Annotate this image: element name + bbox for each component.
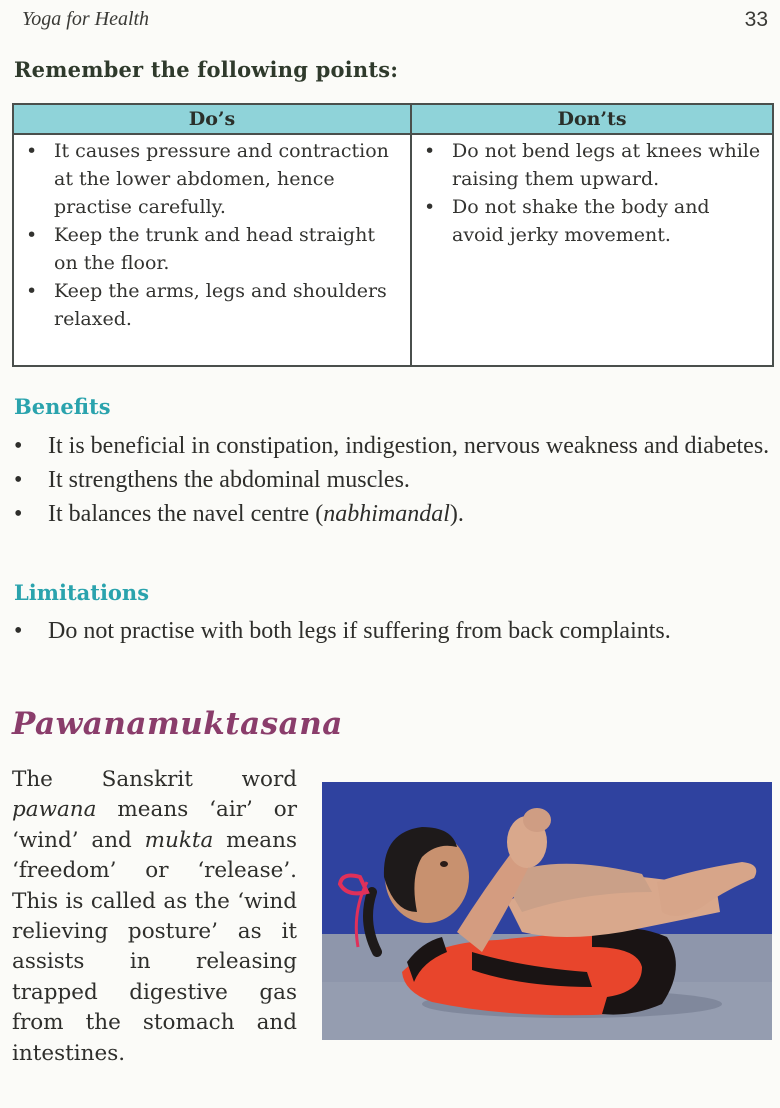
limitations-heading: Limitations — [14, 580, 150, 605]
benefit-item: • It is beneficial in constipation, indigestion, nervous weakness and diabetes. — [14, 431, 772, 462]
benefit-term: nabhimandal — [323, 501, 450, 527]
dos-item: • Keep the arms, legs and shoulders relaxed. — [24, 277, 402, 333]
intro-term: mukta — [144, 827, 214, 853]
asana-intro — [12, 765, 297, 1069]
limitation-item: • Do not practise with both legs if suffering from back complaints. — [14, 616, 772, 647]
running-head: Yoga for Health — [22, 8, 150, 30]
intro-text: The Sanskrit word — [12, 767, 297, 792]
page-number: 33 — [744, 8, 768, 31]
donts-header: Don’ts — [411, 104, 773, 134]
asana-photo — [322, 782, 772, 1040]
section-title: Remember the following points: — [14, 57, 399, 82]
donts-item: • Do not bend legs at knees while raising them upward. — [422, 137, 764, 193]
donts-item: • Do not shake the body and avoid jerky movement. — [422, 193, 764, 249]
donts-cell — [411, 134, 773, 366]
dos-item: • It causes pressure and contraction at the lower abdomen, hence practise carefully. — [24, 137, 402, 221]
intro-text: means ‘air’ or ‘wind’ and — [12, 797, 297, 853]
benefits-heading: Benefits — [14, 394, 111, 419]
donts-list — [422, 137, 764, 249]
benefit-text: ). — [449, 501, 464, 527]
asana-title: Pawanamuktasana — [12, 706, 343, 742]
dos-header: Do’s — [13, 104, 411, 134]
limitations-list — [14, 616, 772, 650]
benefit-item: • It strengthens the abdominal muscles. — [14, 465, 772, 496]
benefit-text: It balances the navel centre ( — [48, 501, 324, 527]
benefits-list — [14, 431, 772, 533]
pose-illustration-icon — [322, 782, 772, 1040]
dos-cell — [13, 134, 411, 366]
intro-term: pawana — [12, 797, 97, 823]
dos-item: • Keep the trunk and head straight on the floor. — [24, 221, 402, 277]
dos-list — [24, 137, 402, 333]
dos-donts-table — [12, 103, 774, 367]
benefit-item — [14, 499, 772, 530]
intro-text: means ‘freedom’ or ‘release’. This is called as the ‘wind relieving posture’ as it assists in releasing trapped digestive gas from the stomach and intestines. — [12, 827, 297, 1066]
